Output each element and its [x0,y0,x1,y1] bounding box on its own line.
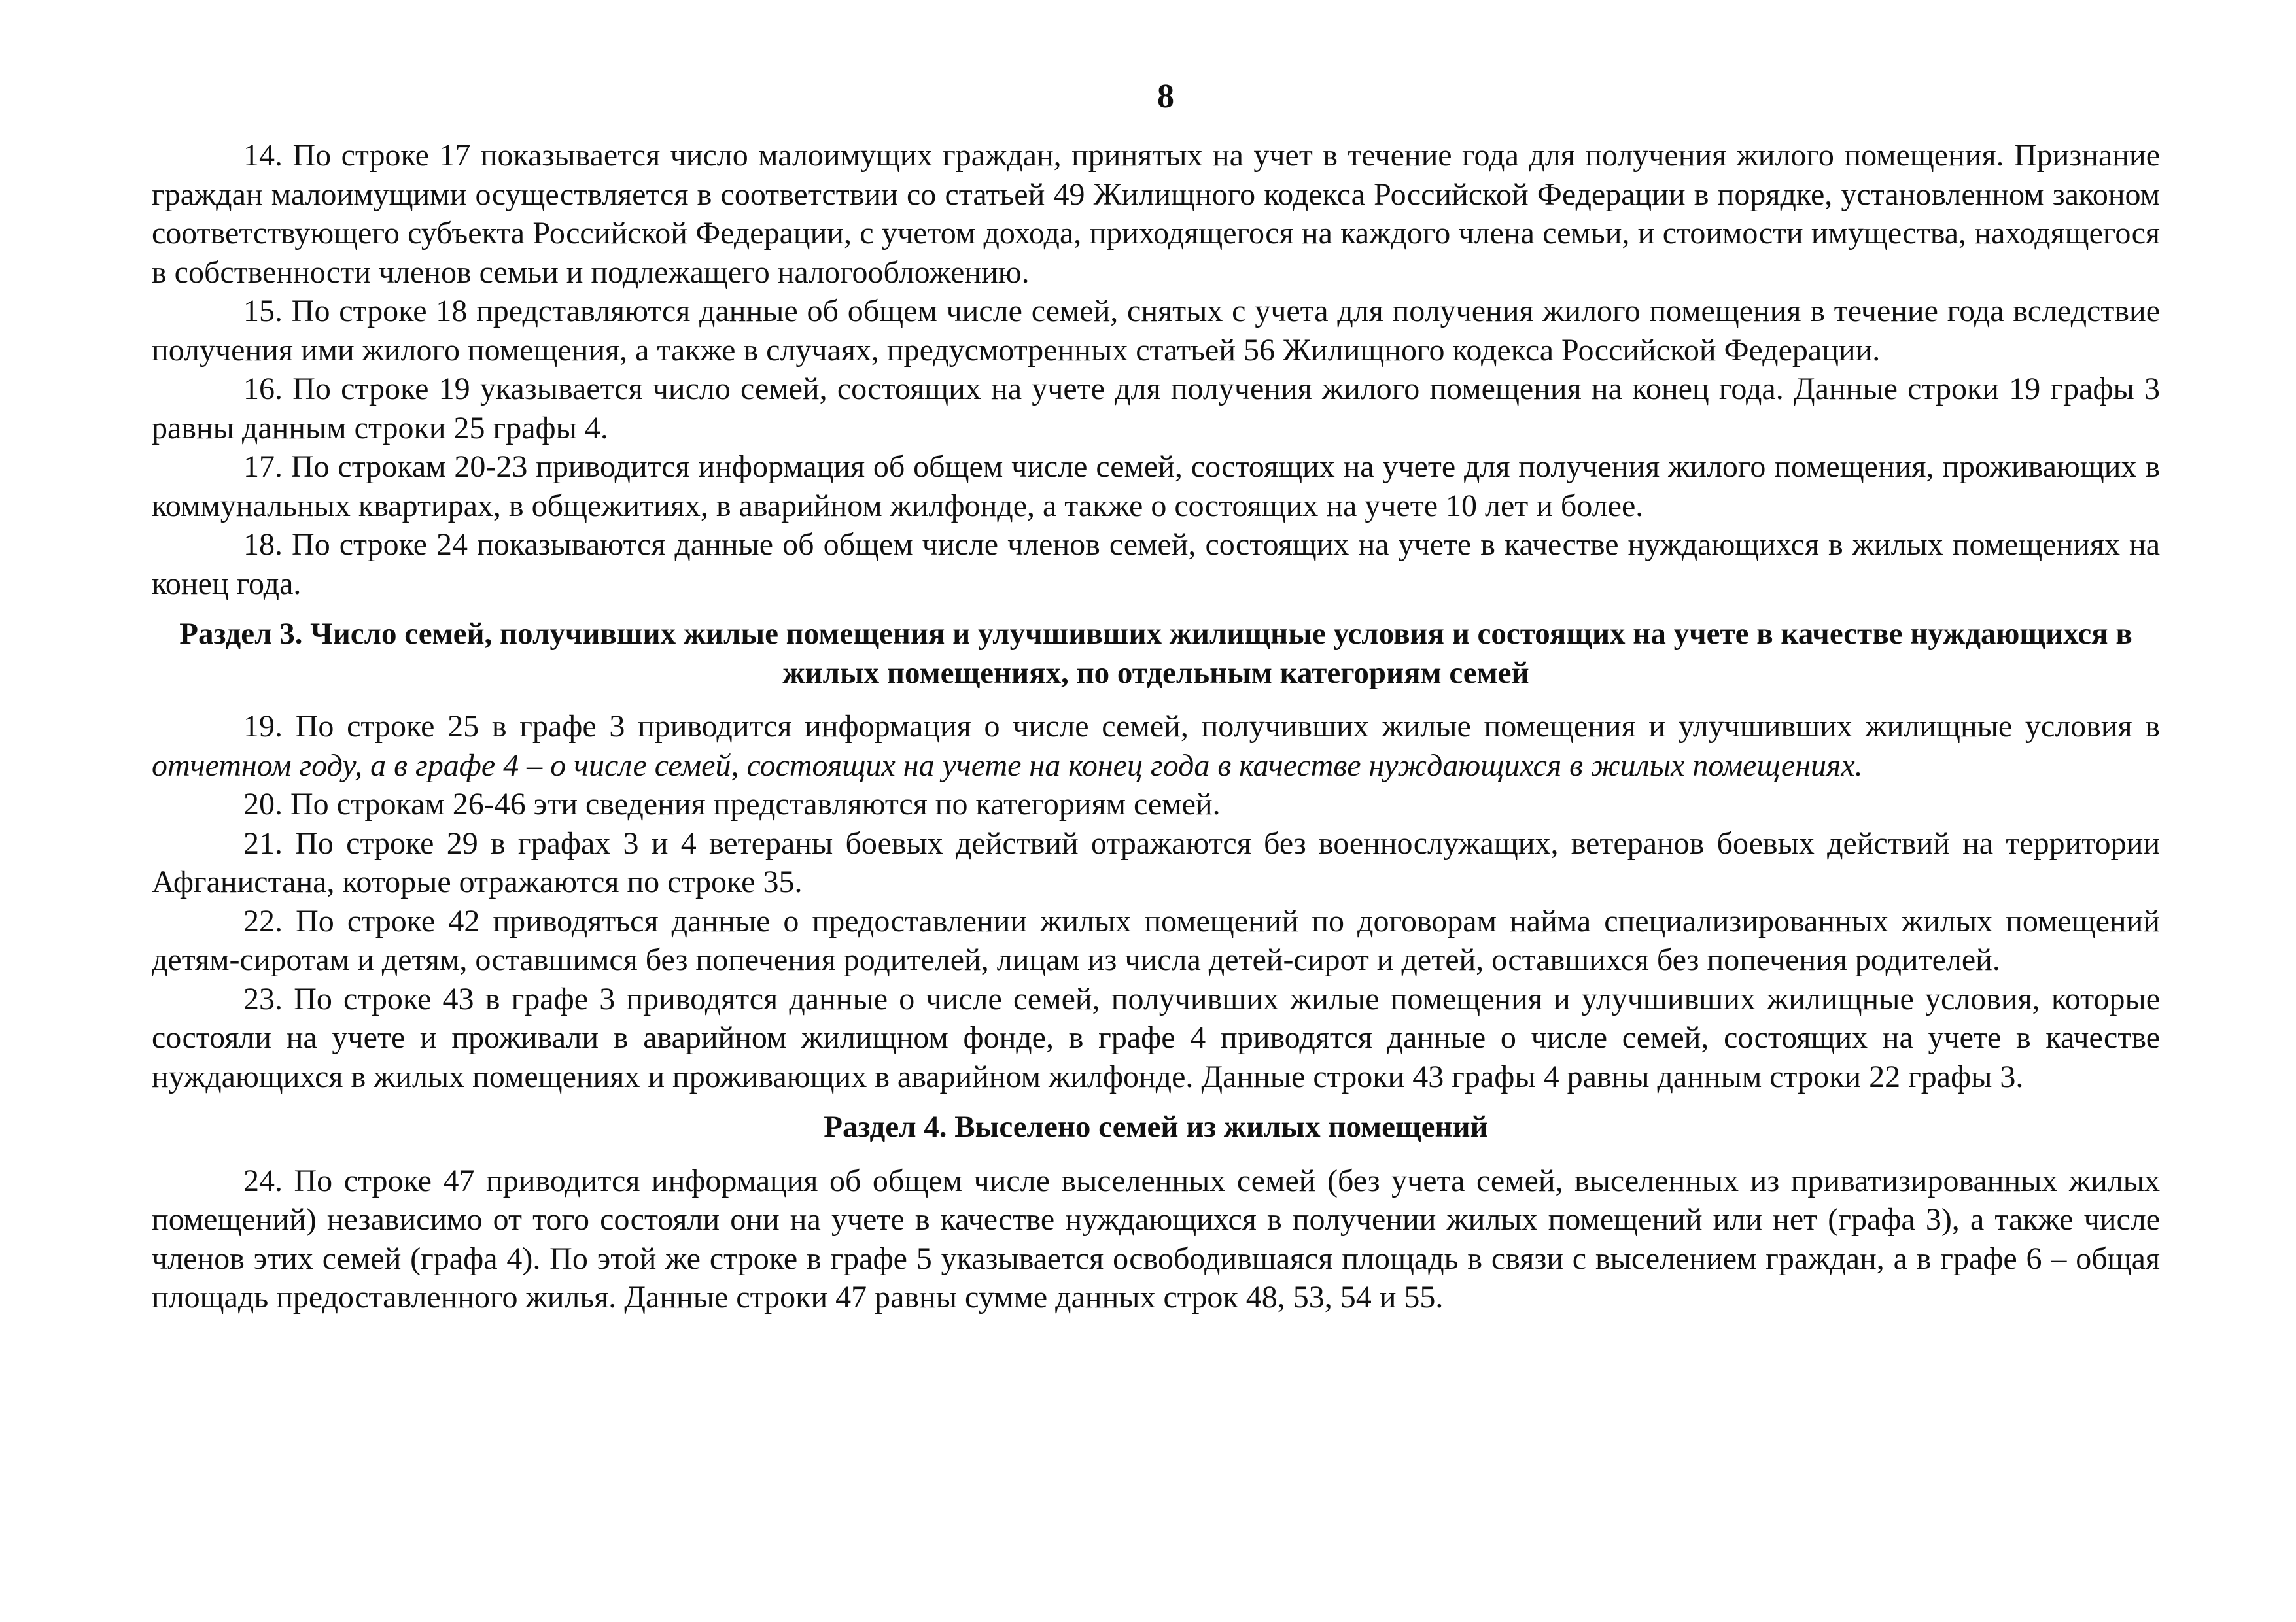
paragraph-23: 23. По строке 43 в графе 3 приводятся данные о числе семей, получивших жилые помещения и улучшивших жилищные условия, которые состояли на учете и проживали в аварийном жилищном фонде, в графе 4 приводятся данные о числе семей, состоящих на учете в качестве нуждающихся в жилых помещениях и проживающих в аварийном жилфонде. Данные строки 43 графы 4 равны данным строки 22 графы 3. [152,981,2160,1094]
section-4-heading: Раздел 4. Выселено семей из жилых помещений [824,1110,1488,1144]
paragraph-14: 14. По строке 17 показывается число малоимущих граждан, принятых на учет в течение года для получения жилого помещения. Признание граждан малоимущими осуществляется в соответствии со статьей 49 Жилищного кодекса Российской Федерации в порядке, установленном законом соответствующего субъекта Российской Федерации, с учетом дохода, приходящегося на каждого члена семьи, и стоимости имущества, находящегося в собственности членов семьи и подлежащего налогообложению. [152,138,2160,290]
paragraph-15: 15. По строке 18 представляются данные об общем числе семей, снятых с учета для получения жилого помещения в течение года вследствие получения ими жилого помещения, а также в случаях, предусмотренных статьей 56 Жилищного кодекса Российской Федерации. [152,294,2160,368]
paragraph-19-italic-text: отчетном году, а в графе 4 – о числе семей, состоящих на учете на конец года в качестве нуждающихся в жилых помещениях. [152,748,1863,783]
paragraph-18: 18. По строке 24 показываются данные об общем числе членов семей, состоящих на учете в качестве нуждающихся в жилых помещениях на конец года. [152,527,2160,601]
paragraph-24: 24. По строке 47 приводится информация об общем числе выселенных семей (без учета семей, выселенных из приватизированных жилых помещений) независимо от того состояли они на учете в качестве нуждающихся в получении жилых помещений или нет (графа 3), а также числе членов этих семей (графа 4). По этой же строке в графе 5 указывается освободившаяся площадь в связи с выселением граждан, а в графе 6 – общая площадь предоставленного жилья. Данные строки 47 равны сумме данных строк 48, 53, 54 и 55. [152,1163,2160,1315]
paragraph-19-text: 19. По строке 25 в графе 3 приводится информация о числе семей, получивших жилые помещения и улучшивших жилищные условия в [243,709,2160,744]
page-number: 8 [1157,78,1174,115]
paragraph-17: 17. По строкам 20-23 приводится информация об общем числе семей, состоящих на учете для получения жилого помещения, проживающих в коммунальных квартирах, в общежитиях, в аварийном жилфонде, а также о состоящих на учете 10 лет и более. [152,449,2160,523]
section-3-heading: Раздел 3. Число семей, получивших жилые помещения и улучшивших жилищные условия и состоящих на учете в качестве нуждающихся в жилых помещениях, по отдельным категориям семей [179,617,2132,690]
paragraph-22: 22. По строке 42 приводяться данные о предоставлении жилых помещений по договорам найма специализированных жилых помещений детям-сиротам и детям, оставшимся без попечения родителей, лицам из числа детей-сирот и детей, оставшихся без попечения родителей. [152,903,2160,977]
paragraph-21: 21. По строке 29 в графах 3 и 4 ветераны боевых действий отражаются без военнослужащих, ветеранов боевых действий на территории Афганистана, которые отражаются по строке 35. [152,825,2160,899]
paragraph-19 [152,707,2160,785]
paragraph-20: 20. По строкам 26-46 эти сведения представляются по категориям семей. [243,787,1221,821]
paragraph-16: 16. По строке 19 указывается число семей, состоящих на учете для получения жилого помещения на конец года. Данные строки 19 графы 3 равны данным строки 25 графы 4. [152,371,2160,445]
